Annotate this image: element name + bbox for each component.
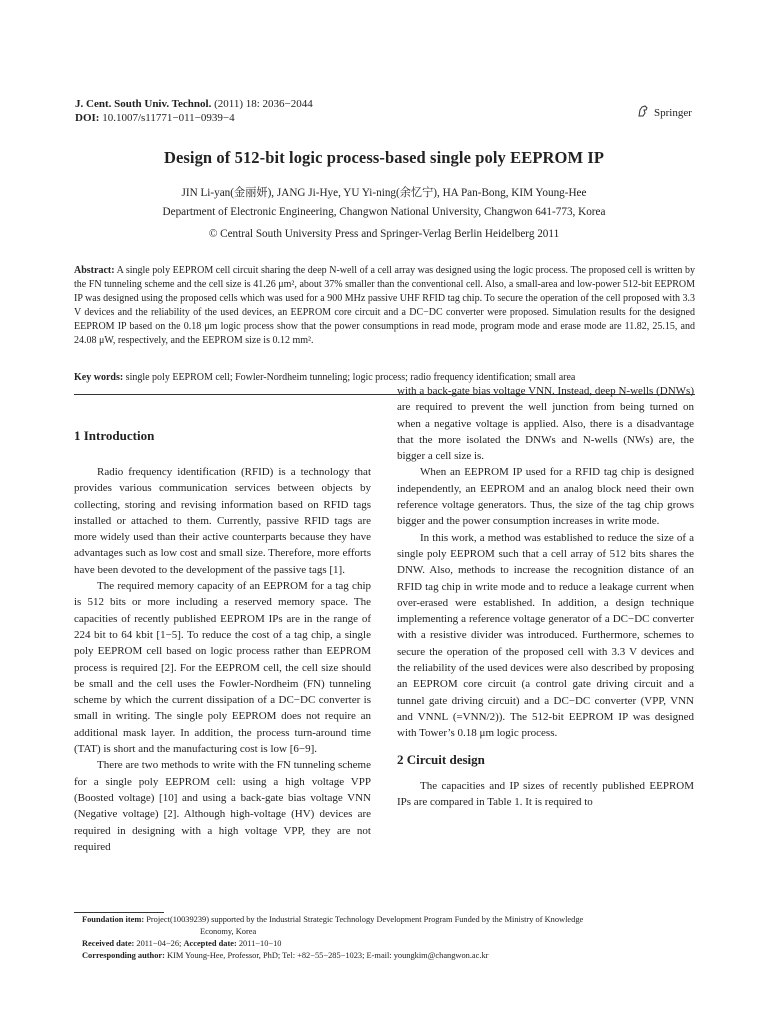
copyright: © Central South University Press and Springer-Verlag Berlin Heidelberg 2011: [208, 228, 560, 240]
abstract: [74, 264, 695, 348]
publisher-name: Springer: [654, 106, 692, 119]
footnotes: [82, 914, 702, 962]
accepted-label: Accepted date:: [183, 939, 237, 948]
publisher-logo: [636, 104, 692, 121]
springer-horse-icon: [636, 104, 650, 121]
affiliation: Department of Electronic Engineering, Changwon National University, Changwon 641-773, Korea: [162, 206, 606, 218]
footnote-divider: [74, 912, 164, 913]
paragraph: There are two methods to write with the FN tunneling scheme for a single poly EEPROM cell: using a high voltage VPP (Boosted voltage) [10] and using a back-gate bias voltage VNN (Negative voltage) [2]. Although high-voltage (HV) devices are required in designing with a high voltage VPP, they are not required: [74, 759, 371, 853]
journal-name: J. Cent. South Univ. Technol.: [75, 98, 212, 110]
section-heading-circuit-design: 2 Circuit design: [397, 751, 485, 767]
doi-line: [75, 111, 313, 125]
journal-citation: [75, 97, 313, 111]
paragraph: with a back-gate bias voltage VNN. Instead, deep N-wells (DNWs) are required to prevent the well junction from being turned on when a negative voltage is applied. Also, there is a disadvantage that the more isolated the DNWs and N-wells (NWs) are, the bigger a cell size is.: [397, 385, 694, 463]
paper-title: Design of 512-bit logic process-based single poly EEPROM IP: [163, 148, 605, 167]
keywords-label: Key words:: [74, 372, 124, 383]
section-heading-introduction: 1 Introduction: [74, 428, 155, 443]
corresponding-text: KIM Young-Hee, Professor, PhD; Tel: +82−55−285−1023; E-mail: youngkim@changwon.ac.kr: [164, 951, 489, 960]
abstract-text: A single poly EEPROM cell circuit sharing the deep N-well of a cell array was designed using the logic process. The proposed cell is written by the FN tunneling scheme and the cell size is 41.26 μm², about 37% smaller than the conventional cell. Also, a small-area and low-power 512-bit EEPROM IP was designed using the proposed cells which was used for a 900 MHz passive UHF RFID tag chip. To secure the operation of the cell proposed with 3.3 V devices and the reliability of the used devices, an EEPROM core circuit and a DC−DC converter were proposed. Simulation results for the designed EEPROM IP based on the 0.18 μm logic process show that the power consumptions in read mode, program mode and erase mode are 11.82, 25.15, and 24.08 μW, respectively, and the EEPROM size is 0.12 mm².: [74, 265, 695, 346]
accepted-date: 2011−10−10: [236, 939, 282, 948]
paragraph: The required memory capacity of an EEPROM for a tag chip is 512 bits or more including a reserved memory space. The capacities of recently published EEPROM IPs are in the range of 224 bit to 64 kbit [1−5]. To reduce the cost of a tag chip, a single poly EEPROM cell based on logic process rather than EEPROM process is required [2]. For the EEPROM cell, the cell size should be small and the cell uses the Fowler-Nordheim (FN) tunneling scheme by which the current dissipation of a DC−DC converter is small in writing. The single poly EEPROM does not require an additional mask layer. In addition, the process turn-around time (TAT) is short and the manufacturing cost is low [6−9].: [74, 580, 371, 756]
foundation-continued: Economy, Korea: [200, 927, 257, 936]
foundation-label: Foundation item:: [82, 915, 145, 924]
corresponding-author: [82, 950, 702, 962]
paragraph: In this work, a method was established to reduce the size of a single poly EEPROM such that a cell array of 512 bits shares the DNW. Also, methods to increase the recognition distance of an RFID tag chip in write mode and to reduce a leakage current when over-erased were established. In addition, a design technique implementing a reference voltage generator of a DC−DC converter with a resistive divider was introduced. Furthermore, schemes to secure the operation of the proposed cell with 3.3 V devices and the reliability of the used devices were also described by proposing an EEPROM core circuit (a control gate driving circuit and a tunnel gate driving circuit) and a DC−DC converter (VPP, VNN and VNNL (=VNN/2)). The 512-bit EEPROM IP was designed with Tower’s 0.18 μm logic process.: [397, 531, 694, 740]
paragraph: Radio frequency identification (RFID) is a technology that provides various communication services between objects by collecting, storing and revising information based on RFID tags installed or attached to them. Currently, passive RFID tags are more widely used than their active counterparts because they have advantages such as low cost and small size. Therefore, more efforts have been devoted to the development of the passive tags [1].: [74, 466, 371, 576]
foundation-text: Project(10039239) supported by the Industrial Strategic Technology Development Program Funded by the Ministry of Knowledge: [144, 915, 584, 924]
paragraph: The capacities and IP sizes of recently published EEPROM IPs are compared in Table 1. It is required to: [397, 779, 694, 808]
right-column: [397, 383, 694, 810]
corresponding-label: Corresponding author:: [82, 951, 165, 960]
doi-value[interactable]: 10.1007/s11771−011−0939−4: [99, 112, 235, 124]
abstract-label: Abstract:: [74, 265, 115, 276]
dates-line: [82, 938, 702, 950]
authors: JIN Li-yan(金丽妍), JANG Ji-Hye, YU Yi-ning(余忆宁), HA Pan-Bong, KIM Young-Hee: [181, 187, 587, 199]
keywords-text: single poly EEPROM cell; Fowler-Nordheim tunneling; logic process; radio frequency identification; small area: [123, 372, 576, 383]
left-column: [74, 428, 371, 855]
received-label: Received date:: [82, 939, 135, 948]
paragraph: When an EEPROM IP used for a RFID tag chip is designed independently, an EEPROM and an analog block need their own reference voltage generators. Thus, the size of the tag chip grows bigger and the power consumption increases in write mode.: [397, 466, 694, 528]
journal-issue: (2011) 18: 2036−2044: [211, 98, 313, 110]
journal-header: [75, 97, 313, 125]
doi-label: DOI:: [75, 112, 100, 124]
received-date: 2011−04−26;: [134, 939, 184, 948]
foundation-item: [82, 914, 702, 926]
